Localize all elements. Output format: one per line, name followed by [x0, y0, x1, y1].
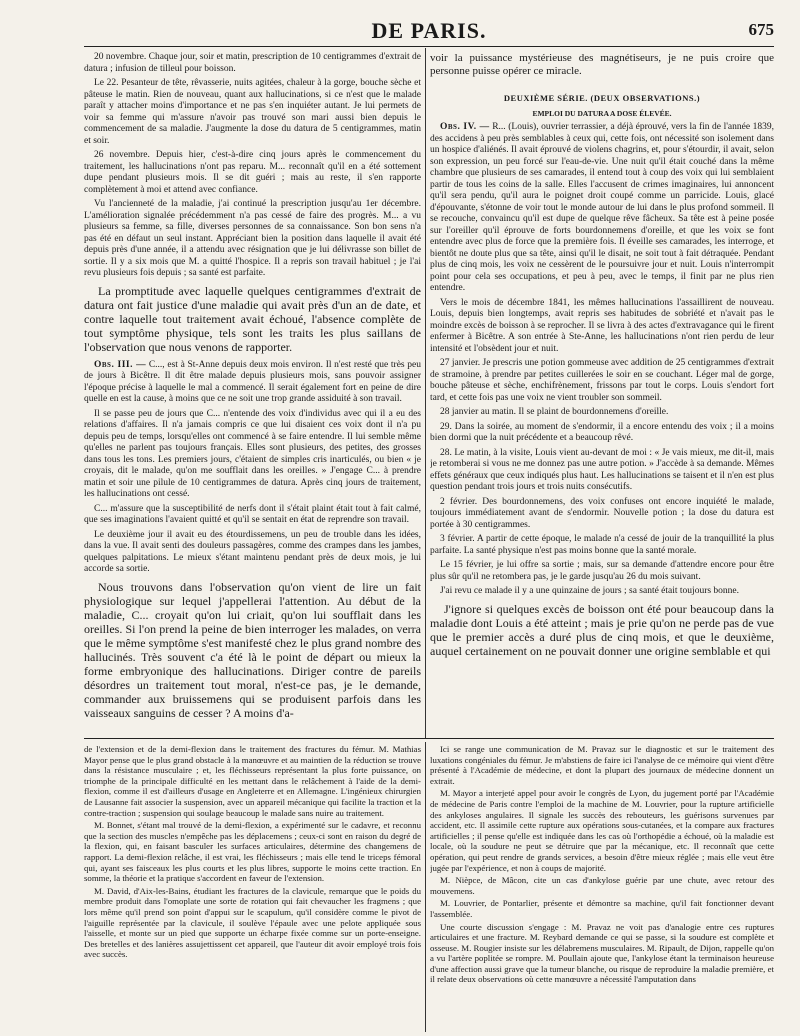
paragraph: 2 février. Des bourdonnemens, des voix confuses ont encore inquiété le malade, toujours immédiatement avant de s'endormir. Nouvelle potion ; la dose du datura est portée à 30 centigrammes.	[430, 496, 774, 530]
observation-text: C..., est à St-Anne depuis deux mois environ. Il n'est resté que très peu de jours à Bicêtre. Il dit être malade depuis plusieurs mois, sans pouvoir assigner l'époque précise à laquelle le mal a commencé. Il serait également fort en peine de dire quelle en est la cause, à moins que ce ne soit une trop grande assiduité à son travail.	[84, 359, 421, 404]
paragraph: 28. Le matin, à la visite, Louis vient au-devant de moi : « Je vais mieux, me dit-il, mais je retomberai si vous ne me donnez pas une autre potion. » J'accède à sa demande. Mêmes effets généraux que ceux indiqués plus haut. Les hallucinations se taisent et il n'en est plus question pendant trois jours et trois nuits consécutifs.	[430, 447, 774, 492]
right-column	[430, 52, 774, 732]
footer-paragraph: de l'extension et de la demi-flexion dans le traitement des fractures du fémur. M. Mathias Mayor pense que le plus grand obstacle à la manœuvre et au maintien de la réduction se trouve dans la résistance musculaire ; et, les fléchisseurs représentant la plus forte puissance, on triomphe de la principale difficulté en les mettant dans le relâchement à l'aide de la demi-flexion, comme il est d'ailleurs d'usage en Angleterre et en Allemagne. L'ingénieux chirurgien de Lausanne fait associer la suspension, avec un appareil mécanique qui facilite la traction et la contre-traction ; suspension qui soulage beaucoup le malade sans nuire au traitement.	[84, 744, 421, 818]
footer-left-column	[84, 744, 421, 1034]
observation-3-intro	[84, 360, 421, 406]
observation-label: Obs. III. —	[94, 359, 147, 370]
footer-paragraph: M. Nièpce, de Mâcon, cite un cas d'ankylose guérie par une chute, avec retour des mouvemens.	[430, 875, 774, 896]
paragraph: Le 22. Pesanteur de tête, rêvasserie, nuits agitées, chaleur à la gorge, bouche sèche et pâteuse le matin. Rien de nouveau, quant aux hallucinations, si ce n'est que le malade paraît y attacher moins d'importance et ne pas s'en inquiéter autant. Je lui permets de voir sa femme qui m'assure n'avoir pas trouvé son mari aussi bien depuis le commencement de sa maladie. J'augmente la dose du datura de 5 centigrammes, matin et soir.	[84, 78, 421, 146]
paragraph: Vu l'ancienneté de la maladie, j'ai continué la prescription jusqu'au 1er décembre. L'amélioration signalée précédemment n'a pas cessé de faire des progrès. M... a vu plusieurs sa femme, sa fille, diverses personnes de sa connaissance. Son bon sens n'a pas été en défaut un seul instant. Appréciant bien la position dans laquelle il avait été depuis près d'une année, il a attendu avec résignation que je lui délivrasse son billet de sortie. Il y a six mois que M. a quitté l'hospice. Il a repris son travail habituel ; je l'ai revu plusieurs fois depuis ; sa santé est parfaite.	[84, 199, 421, 278]
paragraph: voir la puissance mystérieuse des magnétiseurs, je ne puis croire que personne puisse opérer ce miracle.	[430, 52, 774, 77]
commentary-paragraph: J'ignore si quelques excès de boisson ont été pour beaucoup dans la maladie dont Louis a été atteint ; mais je prie qu'on ne perde pas de vue que le premier accès a duré plus de cinq mois, et que le deuxième, auquel certainement on ne pouvait donner une origine semblable et qui	[430, 601, 774, 658]
observation-4-intro	[430, 122, 774, 295]
paragraph: 28 janvier au matin. Il se plaint de bourdonnemens d'oreille.	[440, 407, 669, 417]
running-title: DE PARIS.	[371, 18, 487, 43]
page-number: 675	[748, 20, 774, 39]
header-rule	[84, 46, 774, 47]
commentary-paragraph: La promptitude avec laquelle quelques centigrammes d'extrait de datura ont fait justice d'une maladie qui avait près d'un an de date, et contre laquelle tout traitement avait échoué, l'absence complète de tout symptôme physique, tels sont les traits les plus saillans de l'observation que nous venons de rapporter.	[84, 283, 421, 354]
footer-paragraph: M. Bonnet, s'étant mal trouvé de la demi-flexion, a expérimenté sur le cadavre, et reconnu que la section des muscles n'empêche pas les déplacemens ; ceux-ci sont en raison du degré de la flexion, qui, en faisant basculer les surfaces articulaires, détermine des changemens de rapport. La demi-flexion relâche, il est vrai, les fléchisseurs ; mais elle tend le triceps fémoral qui, ayant ses faisceaux les plus courts et les plus libres, supporte le moins cette traction. En somme, la théorie et la pratique s'accordent en faveur de l'extension.	[84, 820, 421, 884]
paragraph: 26 novembre. Depuis hier, c'est-à-dire cinq jours après le commencement du traitement, les hallucinations n'ont pas reparu. M... reconnaît qu'il en a été sottement dupe pendant plusieurs mois. Il se dit guéri ; mais au reste, il s'en rapporte complètement à moi et attend avec confiance.	[84, 150, 421, 195]
column-divider	[425, 48, 426, 738]
footer-column-divider	[425, 742, 426, 1032]
footer-rule	[84, 738, 774, 739]
observation-text: R... (Louis), ouvrier terrassier, a déjà éprouvé, vers la fin de l'année 1839, des accidens à peu près semblables à ceux qui, cette fois, ont nécessité son isolement dans un hospice d'aliénés. Il avait éprouvé de violens chagrins, et, pour s'étourdir, il avait, selon son expression, un peu forcé sur l'eau-de-vie. Une nuit qu'il était couché dans la même chambre que plusieurs de ses camarades, il entend tout à coup des voix qui lui semblaient partir de tous les coins de la salle. Elles l'accusent de crimes imaginaires, lui annoncent qu'il sera pendu, qu'il aura le poignet droit coupé comme un parricide. Louis, glacé d'épouvante, s'étonne de voir tout le monde autour de lui dans le plus profond sommeil. Il se recouche, convaincu qu'il est dupe de quelque rêve fâcheux. Sa tête est à peine posée sur l'oreiller qu'il éprouve de forts bourdonnemens d'oreille, et que les voix se font entendre avec plus de force que la première fois. Il éveille ses camarades, les interroge, et bientôt ne doute plus que sa tête, ainsi qu'il le disait, ne soit tout à fait détraquée. Pendant plus de cinq mois, les voix ne cessèrent de le poursuivre jour et nuit. Louis n'interrompit point pour cela ses occupations, et peu à peu, avec le temps, il finit par ne plus rien entendre.	[430, 122, 774, 293]
page-header	[84, 18, 774, 42]
paragraph: Vers le mois de décembre 1841, les mêmes hallucinations l'assaillirent de nouveau. Louis, depuis bien longtemps, avait repris ses habitudes de sobriété et n'avait pas le moindre excès de boisson à se reprocher. Il se livra à des actes d'extravagance qui le firent enfermer à Bicêtre. A son entrée à Ste-Anne, les hallucinations n'ont rien perdu de leur intensité et l'obsèdent jour et nuit.	[430, 297, 774, 354]
paragraph: 20 novembre. Chaque jour, soir et matin, prescription de 10 centigrammes d'extrait de datura ; infusion de tilleul pour boisson.	[84, 52, 421, 74]
paragraph: Le deuxième jour il avait eu des étourdissemens, un peu de trouble dans les idées, dans la vue. Il avait senti des douleurs passagères, comme des crampes dans les jambes, quelques palpitations. Le mieux s'étant maintenu pendant près de deux mois, je lui accorde sa sortie.	[84, 529, 421, 574]
paragraph: 27 janvier. Je prescris une potion gommeuse avec addition de 25 centigrammes d'extrait de stramoine, à prendre par petites cuillerées le soir en se couchant. Léger mal de gorge, bouche pâteuse et sèche, enchifrènement, frissons par tout le corps. Louis s'endort fort tard, et cette fois pas une voix ne vient troubler son sommeil.	[430, 358, 774, 403]
paragraph: C... m'assure que la susceptibilité de nerfs dont il s'était plaint était tout à fait calmé, que ses imaginations l'avaient quitté et qu'il se sentait en état de reprendre son travail.	[84, 503, 421, 525]
footer-paragraph: M. Louvrier, de Pontarlier, présente et démontre sa machine, qu'il fait fonctionner devant l'assemblée.	[430, 898, 774, 919]
footer-paragraph: Ici se range une communication de M. Pravaz sur le diagnostic et sur le traitement des luxations congéniales du fémur. Je m'abstiens de faire ici l'analyse de ce mémoire qui vient d'être présenté à l'Académie de médecine, et dont la plupart des journaux de médecine donnent un extrait.	[430, 744, 774, 786]
series-subheading: EMPLOI DU DATURA A DOSE ÉLEVÉE.	[532, 108, 672, 118]
paragraph: 3 février. A partir de cette époque, le malade n'a cessé de jouir de la tranquillité la plus parfaite. La santé physique n'est pas moins bonne que la santé morale.	[430, 534, 774, 556]
paragraph: J'ai revu ce malade il y a une quinzaine de jours ; sa santé était toujours bonne.	[440, 586, 740, 596]
commentary-paragraph: Nous trouvons dans l'observation qu'on vient de lire un fait physiologique sur lequel j'appellerai l'attention. Au début de la maladie, C... croyait qu'on lui criait, qu'on lui soufflait dans les oreilles. Si l'on prend la peine de bien interroger les malades, on verra que le même symptôme s'est manifesté chez le plus grand nombre des hallucinés. Très souvent c'a été là le point de départ ou mieux la forme embryonique des hallucinations. Diriger contre de pareils désordres un traitement tout moral, n'est-ce pas, je le demande, commander aux bruissemens qui se produisent parfois dans les vaisseaux sanguins de cesser ? A moins d'a-	[84, 579, 421, 720]
paragraph: Il se passe peu de jours que C... n'entende des voix d'individus avec qui il a eu des relations d'affaires. Il n'a jamais compris ce que lui disaient ces voix dont il n'a pu depuis peu de temps, lorsqu'elles ont commencé à se faire entendre. Il lui semble même qu'elles ne parlent pas toujours français. Elles sont plusieurs, des petites, des grosses dans tous les tons. Les premiers jours, c'étaient de simples cris inarticulés, ou bien « je croyais, dit le malade, qu'on me soufflait dans les oreilles. » J'engage C... à prendre matin et soir une pilule de 10 centigrammes de datura. Après cinq jours de traitement, les hallucinations ont cessé.	[84, 408, 421, 499]
left-column	[84, 52, 421, 732]
footer-paragraph: M. David, d'Aix-les-Bains, étudiant les fractures de la clavicule, remarque que le poids du membre produit dans l'omoplate une sorte de rotation qui fait chevaucher les fragmens ; que lors même qu'il prend son point d'appui sur le scapulum, qu'il considère comme le pivot de l'aiguille représentée par la clavicule, il soulève l'épaule avec une pelote appliquée sous l'aisselle, et monte sur un pied que supporte un écharpe fixée comme sur un porte-enseigne. Des bretelles et des lanières assujettissent cet appareil, que l'auteur dit avoir employé trois fois avec succès.	[84, 885, 421, 960]
footer-paragraph: M. Mayor a interjeté appel pour avoir le congrès de Lyon, du jugement porté par l'Académie de médecine de Paris contre l'emploi de la machine de M. Louvrier, pour la rupture artificielle des ankyloses angulaires. Il signale les succès des rebouteurs, les guérisons survenues par accident, etc. Il assimile cette rupture aux opérations sous-cutanées, et la compare aux fractures artificielles ; il pense qu'elle est indiquée dans les cas où l'orthopédie a échoué, où la maladie est locale, où la soudure ne peut se détruire que par la mécanique, etc. Il reconnaît que cette opération, qui peut rendre de grands services, a besoin d'être mieux réglée ; mais elle veut être jugée par l'expérience, et non à coups de majorité.	[430, 788, 774, 873]
series-heading: DEUXIÈME SÉRIE. (DEUX OBSERVATIONS.)	[503, 93, 701, 103]
footer-paragraph: Une courte discussion s'engage : M. Pravaz ne voit pas d'analogie entre ces ruptures articulaires et une fracture. M. Reybard demande ce qui se passe, si la soudure est complète et osseuse. M. Rougier insiste sur les délabremens musculaires. M. Ripault, de Dijon, rappelle qu'on a vu l'artère poplitée se rompre. M. Poullain ajoute que, l'ankylose étant la terminaison heureuse d'une affection aussi grave que la tumeur blanche, ou risque de reproduire la maladie première, et il relate deux observations où cette manœuvre a nécessité l'amputation dans	[430, 921, 774, 985]
paragraph: Le 15 février, je lui offre sa sortie ; mais, sur sa demande d'attendre encore pour être plus sûr qu'il ne retombera pas, je le garde jusqu'au 26 du mois suivant.	[430, 560, 774, 582]
observation-label: Obs. IV. —	[440, 122, 490, 132]
paragraph: 29. Dans la soirée, au moment de s'endormir, il a encore entendu des voix ; il a moins bien dormi que la nuit précédente et a beaucoup rêvé.	[430, 421, 774, 443]
footer-right-column	[430, 744, 774, 1034]
